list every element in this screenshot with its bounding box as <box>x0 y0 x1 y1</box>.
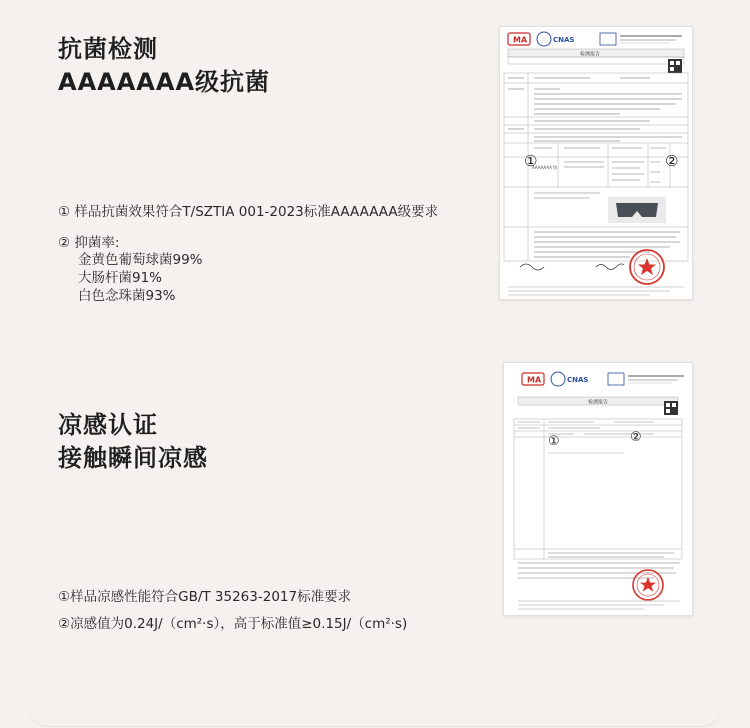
inhibition-rate-label: ② 抑菌率: <box>58 235 120 251</box>
red-seal-stamp-icon <box>630 250 664 284</box>
report-marker-2: ② <box>630 430 642 445</box>
lab-logo-icon <box>608 373 624 385</box>
cooling-title: 凉感认证 <box>58 411 158 439</box>
cooling-feel-title: 接触瞬间凉感 <box>58 444 208 472</box>
antibacterial-standard-text: ① 样品抗菌效果符合T/SZTIA 001-2023标准AAAAAAA级要求 <box>58 204 439 220</box>
antibacterial-test-report <box>499 26 693 300</box>
ilac-logo-icon <box>551 372 565 386</box>
cma-logo-icon <box>522 373 544 385</box>
antibacterial-title: 抗菌检测 <box>58 35 158 63</box>
red-seal-stamp-icon <box>633 570 663 600</box>
signature-2 <box>596 264 624 270</box>
report-heading: 检测报告 <box>588 399 609 406</box>
report-marker-1: ① <box>524 152 538 170</box>
cooling-standard-text: ①样品凉感性能符合GB/T 35263-2017标准要求 <box>58 589 352 605</box>
ilac-logo-icon <box>537 32 551 46</box>
report-heading: 检测报告 <box>580 51 601 58</box>
svg-text:MA: MA <box>527 375 542 385</box>
cooling-value-text: ②凉感值为0.24J/（cm²·s），高于标准值≥0.15J/（cm²·s) <box>58 616 408 632</box>
report-marker-1: ① <box>548 434 560 449</box>
svg-text:MA: MA <box>513 35 528 45</box>
antibacterial-grade-title: AAAAAAA级抗菌 <box>58 68 271 96</box>
sample-grade-label: AAAAAAA 级 <box>532 165 558 170</box>
lab-logo-icon <box>600 33 616 45</box>
cooling-test-report <box>503 362 693 616</box>
signature-1 <box>520 264 544 270</box>
cnas-logo-icon: CNAS <box>567 376 589 384</box>
rate-ecoli: 大肠杆菌91% <box>78 270 163 286</box>
report-marker-2: ② <box>665 152 679 170</box>
rate-candida: 白色念珠菌93% <box>78 288 176 304</box>
cma-logo-icon <box>508 33 530 45</box>
rate-staphylococcus: 金黄色葡萄球菌99% <box>78 252 203 268</box>
cnas-logo-icon: CNAS <box>553 36 575 44</box>
